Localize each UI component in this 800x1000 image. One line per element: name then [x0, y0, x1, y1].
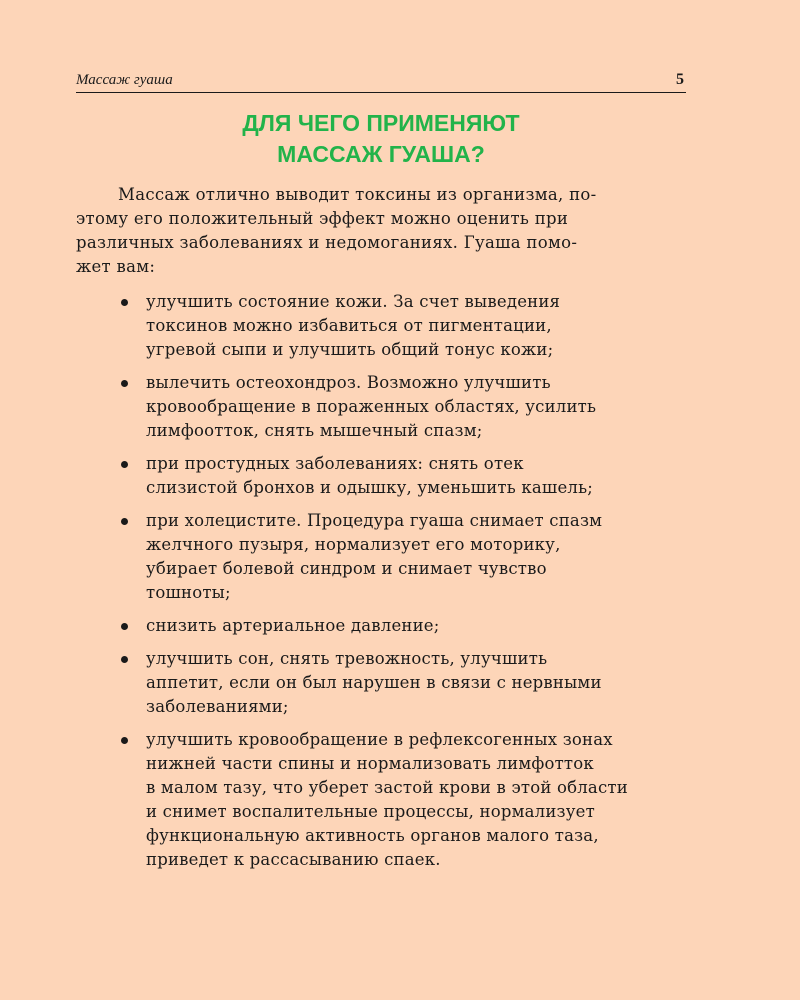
list-item-line: функциональную активность органов малого таза, — [146, 826, 599, 845]
list-item — [118, 509, 678, 605]
list-item-line: аппетит, если он был нарушен в связи с нервными — [146, 673, 602, 692]
list-item-line: и снимет воспалительные процессы, нормализует — [146, 802, 595, 821]
bullet-dot-icon — [121, 656, 128, 663]
list-item-line: кровообращение в пораженных областях, усилить — [146, 397, 597, 416]
intro-line: жет вам: — [76, 257, 156, 276]
list-item — [118, 290, 678, 362]
list-item — [118, 452, 678, 500]
benefits-list — [118, 290, 678, 881]
intro-line: различных заболеваниях и недомоганиях. Гуаша помо- — [76, 233, 578, 252]
list-item-line: убирает болевой синдром и снимает чувство — [146, 559, 547, 578]
list-item-line: токсинов можно избавиться от пигментации, — [146, 316, 552, 335]
list-item-line: лимфоотток, снять мышечный спазм; — [146, 421, 483, 440]
bullet-dot-icon — [121, 380, 128, 387]
list-item-line: при простудных заболеваниях: снять отек — [146, 454, 524, 473]
intro-line: Массаж отлично выводит токсины из организма, по- — [118, 185, 597, 204]
list-item-line: вылечить остеохондроз. Возможно улучшить — [146, 373, 551, 392]
list-item-line: улучшить состояние кожи. За счет выведения — [146, 292, 561, 311]
list-item — [118, 647, 678, 719]
list-item-line: нижней части спины и нормализовать лимфотток — [146, 754, 594, 773]
list-item-line: снизить артериальное давление; — [146, 616, 440, 635]
bullet-dot-icon — [121, 623, 128, 630]
list-item-line: слизистой бронхов и одышку, уменьшить кашель; — [146, 478, 594, 497]
list-item-line: тошноты; — [146, 583, 231, 602]
list-item-line: улучшить кровообращение в рефлексогенных зонах — [146, 730, 613, 749]
page-number: 5 — [676, 71, 684, 88]
list-item-line: при холецистите. Процедура гуаша снимает спазм — [146, 511, 603, 530]
bullet-dot-icon — [121, 299, 128, 306]
bullet-dot-icon — [121, 461, 128, 468]
bullet-dot-icon — [121, 737, 128, 744]
intro-line: этому его положительный эффект можно оценить при — [76, 209, 569, 228]
intro-paragraph — [76, 183, 663, 279]
list-item — [118, 614, 678, 638]
list-item-line: желчного пузыря, нормализует его моторику, — [146, 535, 561, 554]
heading-line-2: МАССАЖ ГУАША? — [277, 141, 485, 167]
list-item-line: улучшить сон, снять тревожность, улучшить — [146, 649, 548, 668]
page-header — [76, 70, 686, 93]
bullet-dot-icon — [121, 518, 128, 525]
section-heading — [76, 108, 686, 170]
list-item-line: в малом тазу, что уберет застой крови в этой области — [146, 778, 628, 797]
list-item — [118, 371, 678, 443]
running-title: Массаж гуаша — [76, 72, 173, 88]
list-item — [118, 728, 678, 872]
list-item-line: угревой сыпи и улучшить общий тонус кожи; — [146, 340, 554, 359]
list-item-line: приведет к рассасыванию спаек. — [146, 850, 441, 869]
list-item-line: заболеваниями; — [146, 697, 289, 716]
heading-line-1: ДЛЯ ЧЕГО ПРИМЕНЯЮТ — [242, 110, 520, 136]
